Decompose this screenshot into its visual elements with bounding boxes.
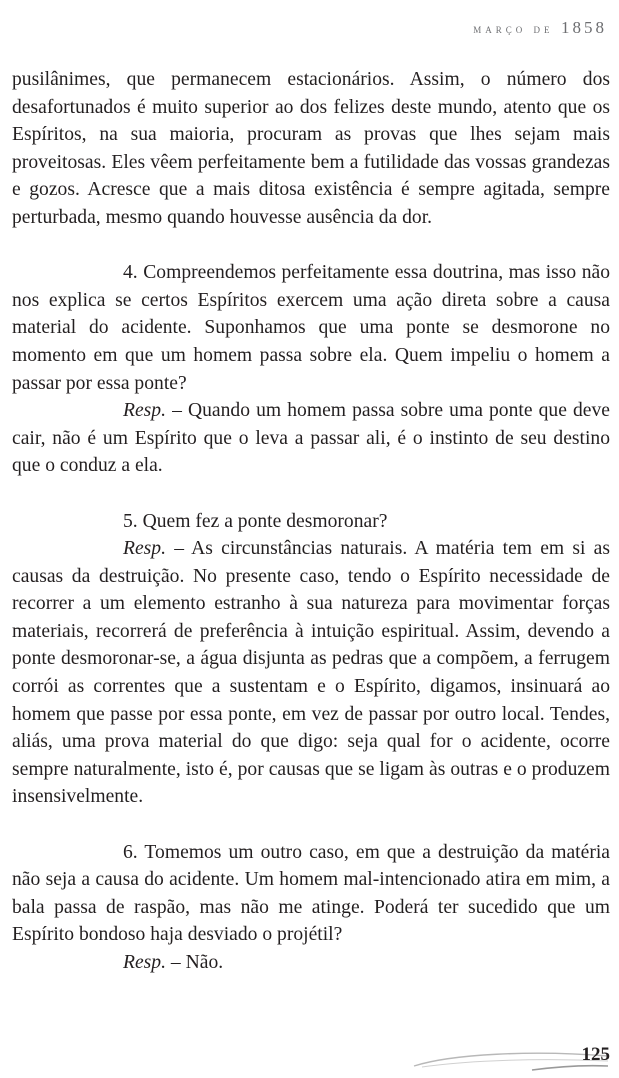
answer-5 <box>12 535 610 811</box>
answer-5-abbr: Resp. <box>123 538 166 560</box>
answer-4 <box>12 397 610 480</box>
page-number: 125 <box>581 1044 610 1065</box>
answer-6-abbr: Resp. <box>123 952 166 973</box>
answer-4-abbr: Resp. <box>123 400 166 422</box>
running-head-month: março de <box>473 21 554 36</box>
page-footer <box>412 1036 612 1072</box>
paragraph-gap <box>12 811 610 839</box>
running-head-year: 1858 <box>561 18 607 37</box>
question-4: 4. Compreendemos perfeitamente essa doutrina, mas isso não nos explica se certos Espíritos exercem uma ação direta sobre a causa material do acidente. Suponhamos que uma ponte se desmorone no momento em que um homem passa sobre ela. Quem impeliu o homem a passar por essa ponte? <box>12 262 610 394</box>
paragraph-continuation: pusilânimes, que permanecem estacionários. Assim, o número dos desafortunados é muito superior ao dos felizes deste mundo, atento que os Espíritos, na sua maioria, procuram as provas que lhes sejam mais proveitosas. Eles vêem perfeitamente bem a futilidade das vossas grandezas e gozos. Acresce que a mais ditosa existência é sempre agitada, sempre perturbada, mesmo quando houvesse ausência da dor. <box>12 69 610 228</box>
question-5: 5. Quem fez a ponte desmoronar? <box>123 510 388 532</box>
answer-5-text: – As circunstâncias naturais. A matéria tem em si as causas da destruição. No presente caso, tendo o Espírito necessidade de recorrer a um elemento estranho à sua natureza para movimentar forças materiais, recorrerá de preferência à intuição espiritual. Assim, devendo a ponte desmoronar-se, a água disjunta as pedras que a compõem, a ferrugem corrói as correntes que a sustentam e o Espírito, digamos, insinuará ao homem que passe por essa ponte, em vez de passar por outro local. Tendes, aliás, uma prova material do que digo: seja qual for o acidente, ocorre sempre naturalmente, isto é, por causas que se ligam às outras e o produzem insensivelmente. <box>12 538 610 808</box>
answer-4-text: – Quando um homem passa sobre uma ponte que deve cair, não é um Espírito que o leva a passar ali, é o instinto de seu destino que o conduz a ela. <box>12 400 610 477</box>
answer-6-text: – Não. <box>166 952 224 973</box>
running-head <box>473 18 607 38</box>
paragraph-gap <box>12 232 610 260</box>
paragraph-gap <box>12 480 610 508</box>
page-body <box>12 66 610 977</box>
question-6: 6. Tomemos um outro caso, em que a destruição da matéria não seja a causa do acidente. Um homem mal-intencionado atira em mim, a bala passa de raspão, mas não me atinge. Poderá ter sucedido que um Espírito bondoso haja desviado o projétil? <box>12 841 610 946</box>
answer-6 <box>12 949 610 977</box>
